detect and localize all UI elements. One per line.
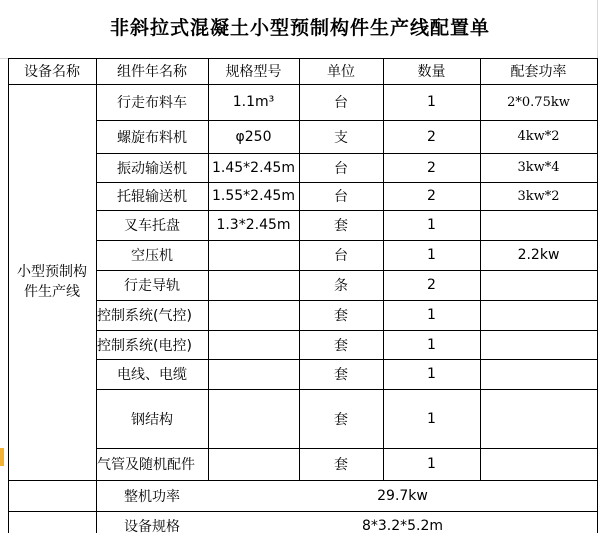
table-cell-qty: 2	[427, 188, 436, 204]
h-grid-line	[96, 448, 598, 449]
table-cell-component: 空压机	[131, 248, 173, 264]
v-grid-line	[0, 58, 8, 59]
h-grid-line	[96, 120, 598, 121]
column-header: 数量	[417, 64, 446, 80]
column-header: 设备名称	[24, 64, 80, 80]
v-grid-line	[480, 58, 481, 480]
h-grid-line	[96, 153, 598, 154]
v-grid-line	[8, 58, 9, 533]
summary-label: 设备规格	[124, 518, 180, 535]
table-cell-spec: 1.45*2.45m	[212, 159, 295, 176]
table-cell-power	[480, 359, 597, 389]
table-cell-power	[480, 330, 597, 359]
h-grid-line	[96, 359, 598, 360]
table-cell-component: 行走导轨	[124, 278, 180, 294]
table-cell-spec	[208, 300, 299, 330]
table-cell-component: 控制系统(电控)	[97, 337, 192, 354]
h-grid-line	[96, 389, 598, 390]
table-cell-component: 托辊输送机	[117, 189, 187, 205]
table-cell-unit: 套	[334, 308, 348, 324]
v-grid-line	[299, 58, 300, 480]
table-cell-qty: 1	[427, 456, 436, 472]
column-header: 组件年名称	[117, 64, 187, 80]
table-cell-component: 行走布料车	[117, 95, 187, 111]
table-cell-spec: 1.55*2.45m	[212, 188, 295, 204]
table-cell-power	[480, 389, 597, 448]
table-cell-spec	[208, 359, 299, 389]
table-cell-qty: 2	[427, 159, 436, 176]
table-cell-qty: 1	[427, 247, 436, 263]
v-grid-line	[96, 58, 97, 533]
column-header: 单位	[327, 64, 355, 80]
h-grid-line	[96, 210, 598, 211]
table-cell-power	[480, 448, 597, 480]
summary-label: 整机功率	[124, 488, 180, 505]
table-cell-qty: 2	[427, 277, 436, 293]
table-cell-power: 3kw*4	[517, 160, 560, 175]
table-cell-spec: 1.3*2.45m	[216, 217, 291, 233]
table-cell-spec	[208, 389, 299, 448]
table-cell-component: 钢结构	[131, 411, 173, 428]
v-grid-line	[383, 58, 384, 480]
h-grid-line	[96, 182, 598, 183]
page-title: 非斜拉式混凝土小型预制构件生产线配置单	[109, 17, 490, 39]
table-cell-power: 3kw*2	[517, 188, 560, 204]
group-name-cell: 小型预制构件生产线	[17, 264, 87, 300]
table-cell-unit: 套	[334, 218, 348, 234]
row-selection-marker	[0, 448, 4, 466]
table-cell-component: 振动输送机	[117, 160, 187, 177]
table-cell-spec: 1.1m³	[232, 94, 275, 110]
table-cell-unit: 台	[334, 248, 348, 264]
table-cell-spec	[208, 240, 299, 270]
table-cell-power: 4kw*2	[517, 129, 560, 144]
table-cell-qty: 1	[427, 307, 436, 323]
table-cell-spec	[208, 330, 299, 359]
h-grid-line	[96, 270, 598, 271]
table-cell-component: 控制系统(气控)	[97, 308, 192, 324]
table-cell-spec	[208, 270, 299, 300]
table-cell-component: 电线、电缆	[117, 367, 187, 383]
table-cell-unit: 台	[334, 160, 348, 177]
table-cell-qty: 1	[427, 94, 436, 110]
table-cell-power	[480, 300, 597, 330]
table-cell-unit: 条	[334, 278, 348, 294]
h-grid-line	[96, 330, 598, 331]
table-cell-unit: 套	[334, 411, 348, 428]
table-cell-component: 螺旋布料机	[117, 129, 187, 146]
h-grid-line	[96, 240, 598, 241]
table-cell-power	[480, 210, 597, 240]
table-cell-unit: 支	[334, 129, 348, 146]
table-cell-qty: 1	[427, 366, 436, 382]
table-cell-unit: 套	[334, 457, 348, 473]
column-header: 配套功率	[510, 64, 567, 80]
summary-value: 29.7kw	[377, 487, 428, 504]
table-cell-qty: 2	[427, 128, 436, 145]
table-cell-unit: 台	[334, 189, 348, 205]
table-cell-component: 气管及随机配件	[97, 457, 195, 473]
table-cell-spec: φ250	[235, 128, 272, 145]
v-grid-line	[208, 58, 209, 480]
table-cell-qty: 1	[427, 217, 436, 233]
table-cell-qty: 1	[427, 410, 436, 427]
table-cell-power	[480, 270, 597, 300]
table-cell-unit: 台	[334, 95, 348, 111]
table-cell-unit: 套	[334, 337, 348, 354]
table-cell-power: 2.2kw	[517, 247, 560, 263]
table-cell-unit: 套	[334, 367, 348, 383]
summary-value: 8*3.2*5.2m	[361, 517, 444, 534]
table-cell-spec	[208, 448, 299, 480]
column-header: 规格型号	[225, 64, 282, 80]
table-cell-component: 叉车托盘	[124, 218, 180, 234]
table-cell-power: 2*0.75kw	[507, 94, 570, 110]
table-cell-qty: 1	[427, 336, 436, 353]
h-grid-line	[96, 300, 598, 301]
v-grid-line	[597, 58, 598, 533]
